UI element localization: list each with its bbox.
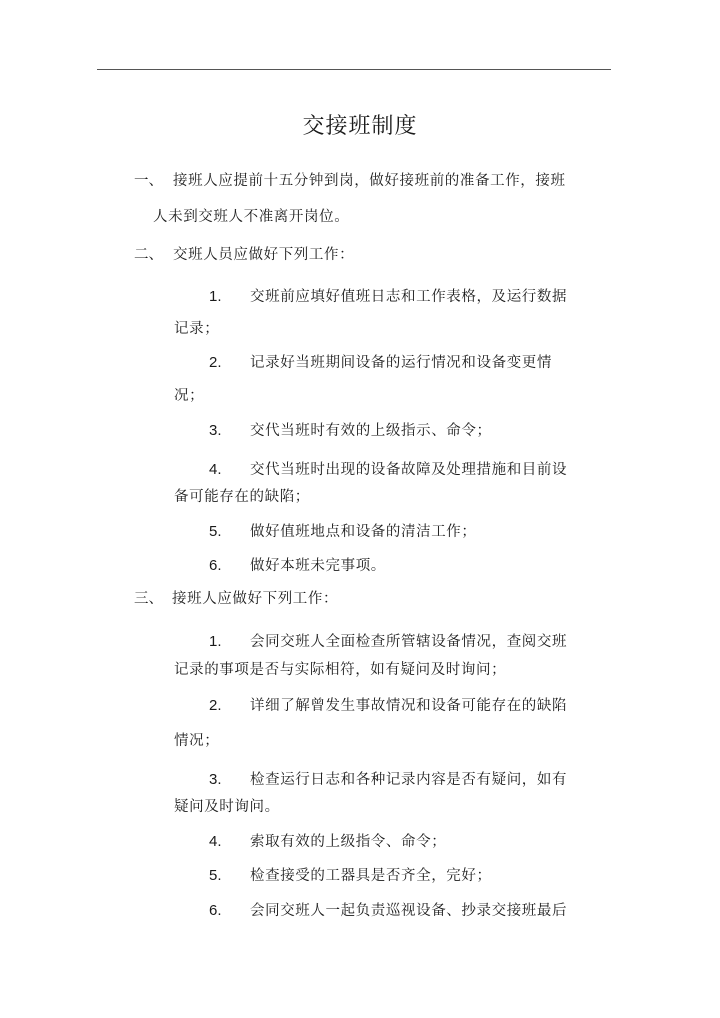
section-3-item-1-line-1: 会同交班人全面检查所管辖设备情况，查阅交班 xyxy=(250,634,568,650)
section-2-item-6-number: 6. xyxy=(209,557,222,574)
section-2-item-1-number: 1. xyxy=(209,288,222,305)
section-3-item-5-line-1: 检查接受的工器具是否齐全，完好； xyxy=(250,868,492,884)
section-2-item-1-line-2: 记录； xyxy=(174,321,220,337)
section-3-heading: 接班人应做好下列工作： xyxy=(172,591,339,607)
section-3-item-2-number: 2. xyxy=(209,697,222,714)
section-2-item-3-line-1: 交代当班时有效的上级指示、命令； xyxy=(250,423,492,439)
section-3-item-4-number: 4. xyxy=(209,833,222,850)
section-3-item-3-line-2: 疑问及时询问。 xyxy=(174,799,280,815)
section-3-item-6-line-1: 会同交班人一起负责巡视设备、抄录交接班最后 xyxy=(250,903,568,919)
section-3-item-2-line-1: 详细了解曾发生事故情况和设备可能存在的缺陷 xyxy=(250,698,568,714)
section-2-item-4-line-2: 备可能存在的缺陷； xyxy=(174,489,310,505)
document-title: 交接班制度 xyxy=(302,114,418,139)
section-3-item-1-line-2: 记录的事项是否与实际相符，如有疑问及时询问； xyxy=(174,662,507,678)
section-marker-2: 二、 xyxy=(134,247,163,263)
section-1-line-2: 人未到交班人不准离开岗位。 xyxy=(153,209,350,225)
section-2-item-2-line-1: 记录好当班期间设备的运行情况和设备变更情 xyxy=(250,355,552,371)
section-3-item-5-number: 5. xyxy=(209,867,222,884)
section-2-item-5-line-1: 做好值班地点和设备的清洁工作； xyxy=(250,524,477,540)
section-2-item-1-line-1: 交班前应填好值班日志和工作表格，及运行数据 xyxy=(250,289,568,305)
section-3-item-6-number: 6. xyxy=(209,902,222,919)
section-2-item-2-line-2: 况； xyxy=(174,388,205,404)
section-3-item-3-number: 3. xyxy=(209,771,222,788)
section-2-heading: 交班人员应做好下列工作： xyxy=(173,247,355,263)
section-2-item-3-number: 3. xyxy=(209,422,222,439)
section-2-item-2-number: 2. xyxy=(209,354,222,371)
section-1-line-1: 接班人应提前十五分钟到岗，做好接班前的准备工作，接班 xyxy=(173,173,566,189)
section-2-item-6-line-1: 做好本班未完事项。 xyxy=(250,558,386,574)
section-3-item-2-line-2: 情况； xyxy=(174,733,220,749)
section-3-item-1-number: 1. xyxy=(209,633,222,650)
section-3-item-4-line-1: 索取有效的上级指令、命令； xyxy=(250,834,447,850)
section-2-item-5-number: 5. xyxy=(209,523,222,540)
section-marker-3: 三、 xyxy=(134,591,163,607)
header-rule xyxy=(97,69,611,70)
section-2-item-4-line-1: 交代当班时出现的设备故障及处理措施和目前设 xyxy=(250,462,568,478)
section-3-item-3-line-1: 检查运行日志和各种记录内容是否有疑问，如有 xyxy=(250,772,568,788)
section-2-item-4-number: 4. xyxy=(209,461,222,478)
section-marker-1: 一、 xyxy=(134,173,163,189)
